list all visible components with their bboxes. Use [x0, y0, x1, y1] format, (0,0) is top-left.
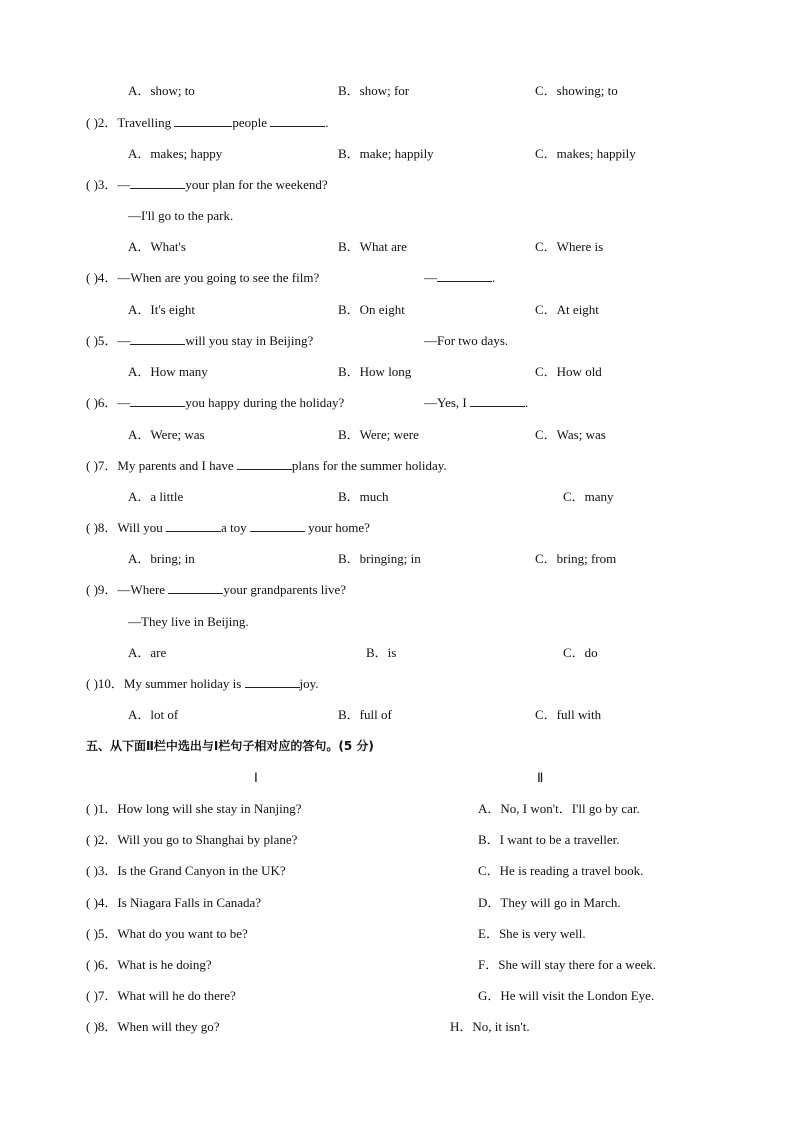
q7-option-c: C．many: [563, 489, 614, 504]
q2-option-a: A．makes; happy: [128, 146, 223, 161]
question-9: ( )9．—Where your grandparents live?: [86, 582, 347, 597]
answer-paren: ( )6．: [86, 395, 118, 410]
q10-option-b: B．full of: [338, 707, 392, 722]
q5-reply: —For two days.: [424, 333, 509, 348]
question-5: ( )5．— will you stay in Beijing?: [86, 333, 314, 348]
match-left-8: ( )8．When will they go?: [86, 1019, 220, 1034]
match-right-d: D．They will go in March.: [478, 895, 621, 910]
match-right-g: G．He will visit the London Eye.: [478, 988, 655, 1003]
answer-blank[interactable]: [130, 333, 185, 345]
match-left-2: ( )2．Will you go to Shanghai by plane?: [86, 832, 298, 847]
answer-blank[interactable]: [470, 395, 525, 407]
answer-blank[interactable]: [237, 458, 292, 470]
match-left-7: ( )7．What will he do there?: [86, 988, 236, 1003]
q5-option-b: B．How long: [338, 364, 412, 379]
q6-option-c: C．Was; was: [535, 427, 606, 442]
q8-option-a: A．bring; in: [128, 551, 195, 566]
q7-option-b: B．much: [338, 489, 389, 504]
match-right-b: B．I want to be a traveller.: [478, 832, 620, 847]
q7-option-a: A．a little: [128, 489, 184, 504]
match-right-a: A．No, I won't．I'll go by car.: [478, 801, 640, 816]
question-10: ( )10．My summer holiday is joy.: [86, 676, 319, 691]
match-left-1: ( )1．How long will she stay in Nanjing?: [86, 801, 302, 816]
answer-blank[interactable]: [166, 520, 221, 532]
q10-option-a: A．lot of: [128, 707, 179, 722]
q5-option-a: A．How many: [128, 364, 208, 379]
answer-paren: ( )10．: [86, 676, 124, 691]
question-6: ( )6．— you happy during the holiday?: [86, 395, 345, 410]
q3-option-a: A．What's: [128, 239, 186, 254]
match-left-3: ( )3．Is the Grand Canyon in the UK?: [86, 863, 286, 878]
q1-option-c: C．showing; to: [535, 83, 618, 98]
answer-paren: ( )3．: [86, 177, 118, 192]
answer-blank[interactable]: [245, 676, 300, 688]
match-right-e: E．She is very well.: [478, 926, 586, 941]
q4-reply: — .: [424, 270, 496, 285]
q3-option-b: B．What are: [338, 239, 407, 254]
q9-option-b: B．is: [366, 645, 397, 660]
q6-option-a: A．Were; was: [128, 427, 205, 442]
question-7: ( )7．My parents and I have plans for the summer holiday.: [86, 458, 447, 473]
answer-blank[interactable]: [174, 115, 232, 127]
match-right-f: F．She will stay there for a week.: [478, 957, 656, 972]
q10-option-c: C．full with: [535, 707, 602, 722]
q9-reply: —They live in Beijing.: [128, 614, 249, 629]
answer-blank[interactable]: [250, 520, 305, 532]
section-5-title: 五、从下面Ⅱ栏中选出与Ⅰ栏句子相对应的答句。(5 分): [86, 739, 374, 753]
q4-option-b: B．On eight: [338, 302, 405, 317]
answer-blank[interactable]: [130, 395, 185, 407]
match-right-h: H．No, it isn't.: [450, 1019, 530, 1034]
column-2-header: Ⅱ: [537, 770, 544, 785]
question-4: ( )4．—When are you going to see the film?: [86, 270, 320, 285]
answer-paren: ( )5．: [86, 333, 118, 348]
question-3: ( )3．— your plan for the weekend?: [86, 177, 328, 192]
answer-blank[interactable]: [168, 582, 223, 594]
q1-option-a: A．show; to: [128, 83, 195, 98]
q9-option-a: A．are: [128, 645, 167, 660]
q3-option-c: C．Where is: [535, 239, 604, 254]
answer-blank[interactable]: [130, 177, 185, 189]
match-right-c: C．He is reading a travel book.: [478, 863, 644, 878]
q2-option-b: B．make; happily: [338, 146, 434, 161]
match-left-6: ( )6．What is he doing?: [86, 957, 212, 972]
q9-option-c: C．do: [563, 645, 598, 660]
answer-blank[interactable]: [270, 115, 325, 127]
q1-option-b: B．show; for: [338, 83, 410, 98]
answer-paren: ( )2．: [86, 115, 118, 130]
answer-paren: ( )4．: [86, 270, 118, 285]
answer-paren: ( )8．: [86, 520, 118, 535]
question-2: ( )2．Travelling people .: [86, 115, 329, 130]
q3-reply: —I'll go to the park.: [128, 208, 234, 223]
q8-option-b: B．bringing; in: [338, 551, 421, 566]
answer-blank[interactable]: [437, 270, 492, 282]
match-left-4: ( )4．Is Niagara Falls in Canada?: [86, 895, 262, 910]
answer-paren: ( )9．: [86, 582, 118, 597]
q4-option-a: A．It's eight: [128, 302, 195, 317]
q8-option-c: C．bring; from: [535, 551, 617, 566]
q6-option-b: B．Were; were: [338, 427, 419, 442]
match-left-5: ( )5．What do you want to be?: [86, 926, 248, 941]
q2-option-c: C．makes; happily: [535, 146, 636, 161]
q6-reply: —Yes, I .: [424, 395, 529, 410]
q5-option-c: C．How old: [535, 364, 602, 379]
column-1-header: Ⅰ: [254, 770, 258, 785]
question-8: ( )8．Will you a toy your home?: [86, 520, 370, 535]
answer-paren: ( )7．: [86, 458, 118, 473]
q4-option-c: C．At eight: [535, 302, 599, 317]
